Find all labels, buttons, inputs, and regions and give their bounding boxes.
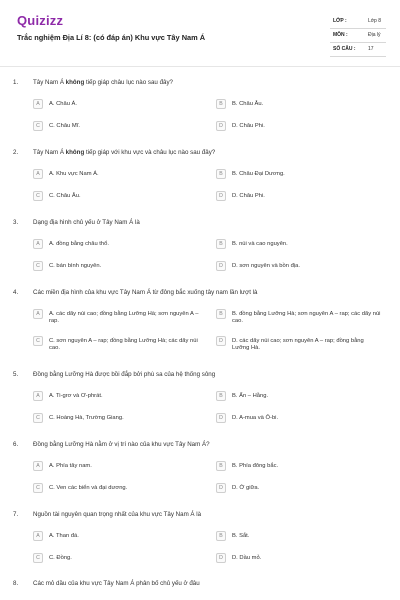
option-text: A. Ti-grơ và Ơ-phrát. — [49, 392, 103, 399]
option-letter-badge: D — [216, 413, 226, 423]
question-text-part: Nguồn tài nguyên quan trọng nhất của khu vực Tây Nam Á là — [33, 511, 202, 518]
answer-option-d[interactable] — [216, 261, 386, 271]
option-text: D. Dầu mỏ. — [232, 554, 262, 561]
question-text — [33, 441, 383, 448]
question-text — [33, 511, 383, 518]
question-text-part: Tây Nam Á — [33, 149, 66, 156]
answer-option-b[interactable] — [216, 461, 386, 471]
answer-option-c[interactable] — [33, 261, 203, 271]
answer-option-d[interactable] — [216, 483, 386, 493]
question-number: 2. — [13, 149, 19, 156]
option-letter-badge: A — [33, 239, 43, 249]
worksheet-header — [0, 0, 400, 66]
question-text-emphasis: không — [65, 149, 85, 156]
answer-option-b[interactable] — [216, 391, 386, 401]
answer-option-c[interactable] — [33, 553, 203, 563]
option-text: B. Châu Âu. — [232, 100, 264, 107]
answer-option-c[interactable] — [33, 121, 203, 131]
answer-option-a[interactable] — [33, 461, 203, 471]
worksheet-title: Trắc nghiệm Địa Lí 8: (có đáp án) Khu vực Tây Nam Á — [17, 33, 206, 42]
header-divider — [0, 66, 400, 67]
answer-option-d[interactable] — [216, 413, 386, 423]
question-number: 1. — [13, 79, 19, 86]
option-text: B. núi và cao nguyên. — [232, 240, 288, 247]
meta-subject-row — [330, 29, 386, 43]
option-letter-badge: D — [216, 553, 226, 563]
answer-option-b[interactable] — [216, 531, 386, 541]
answer-option-b[interactable] — [216, 239, 386, 249]
meta-grade-value: Lớp 8 — [368, 18, 382, 24]
option-letter-badge: C — [33, 191, 43, 201]
question-number: 6. — [13, 441, 19, 448]
answer-option-c[interactable] — [33, 336, 203, 354]
question-text — [33, 289, 383, 296]
option-letter-badge: B — [216, 391, 226, 401]
quizizz-logo[interactable]: Quizizz — [17, 13, 64, 28]
option-text: A. Khu vực Nam Á. — [49, 170, 99, 177]
option-text: C. Ven các biển và đại dương. — [49, 484, 128, 491]
option-text: B. Sắt. — [232, 532, 250, 539]
question-number: 4. — [13, 289, 19, 296]
question-text-part: Các mỏ dầu của khu vực Tây Nam Á phân bố chủ yếu ở đâu — [33, 580, 200, 587]
option-text: A. các dãy núi cao; đồng bằng Lưỡng Hà; sơn nguyên A – rap. — [49, 310, 199, 325]
meta-count-label: SỐ CÂU : — [333, 46, 356, 52]
option-letter-badge: C — [33, 261, 43, 271]
question-text-part: Các miền địa hình của khu vực Tây Nam Á từ đông bắc xuống tây nam lần lượt là — [33, 289, 258, 296]
answer-option-a[interactable] — [33, 239, 203, 249]
question-number: 3. — [13, 219, 19, 226]
meta-count-row — [330, 43, 386, 57]
option-text: D. các dãy núi cao; sơn nguyên A – rap; đồng bằng Lưỡng Hà. — [232, 337, 364, 352]
option-letter-badge: C — [33, 336, 43, 346]
answer-option-c[interactable] — [33, 483, 203, 493]
option-letter-badge: C — [33, 121, 43, 131]
option-letter-badge: B — [216, 169, 226, 179]
option-text: A. Châu Á. — [49, 100, 78, 107]
answer-option-a[interactable] — [33, 391, 203, 401]
meta-subject-value: Địa lý — [368, 32, 381, 38]
question-text — [33, 371, 383, 378]
option-text: C. Đồng. — [49, 554, 72, 561]
answer-option-a[interactable] — [33, 99, 203, 109]
answer-option-b[interactable] — [216, 309, 386, 327]
option-text: C. Hoàng Hà, Trường Giang. — [49, 414, 124, 421]
option-text: C. sơn nguyên A – rap; đồng bằng Lưỡng Hà; các dãy núi cao. — [49, 337, 198, 352]
meta-grade-label: LỚP : — [333, 18, 347, 24]
option-text: D. Châu Phi. — [232, 122, 265, 129]
option-letter-badge: D — [216, 336, 226, 346]
worksheet-meta — [330, 15, 386, 57]
option-letter-badge: B — [216, 239, 226, 249]
question-text-part: tiếp giáp châu lục nào sau đây? — [84, 79, 173, 86]
meta-grade-row — [330, 15, 386, 29]
answer-option-b[interactable] — [216, 99, 386, 109]
question-text-emphasis: không — [65, 79, 85, 86]
question-text-part: tiếp giáp với khu vực và châu lục nào sau đây? — [84, 149, 216, 156]
option-letter-badge: C — [33, 553, 43, 563]
option-letter-badge: D — [216, 483, 226, 493]
answer-option-a[interactable] — [33, 531, 203, 541]
option-letter-badge: D — [216, 121, 226, 131]
answer-option-a[interactable] — [33, 169, 203, 179]
option-letter-badge: A — [33, 169, 43, 179]
option-letter-badge: B — [216, 309, 226, 319]
question-text-part: Tây Nam Á — [33, 79, 66, 86]
answer-option-d[interactable] — [216, 191, 386, 201]
answer-option-d[interactable] — [216, 121, 386, 131]
answer-option-c[interactable] — [33, 413, 203, 423]
option-letter-badge: D — [216, 261, 226, 271]
option-letter-badge: B — [216, 99, 226, 109]
option-letter-badge: C — [33, 483, 43, 493]
answer-option-b[interactable] — [216, 169, 386, 179]
option-text: D. Châu Phi. — [232, 192, 265, 199]
option-letter-badge: A — [33, 309, 43, 319]
answer-option-d[interactable] — [216, 553, 386, 563]
option-letter-badge: A — [33, 531, 43, 541]
option-text: D. Ở giữa. — [232, 484, 260, 491]
answer-option-c[interactable] — [33, 191, 203, 201]
option-text: D. sơn nguyên và bồn địa. — [232, 262, 300, 269]
option-text: A. đồng bằng châu thổ. — [49, 240, 109, 247]
option-text: A. Phía tây nam. — [49, 462, 92, 469]
option-letter-badge: A — [33, 99, 43, 109]
question-text-part: Đồng bằng Lưỡng Hà nằm ở vị trí nào của khu vực Tây Nam Á? — [33, 441, 210, 448]
option-letter-badge: A — [33, 461, 43, 471]
option-text: B. Châu Đại Dương. — [232, 170, 285, 177]
option-text: B. đồng bằng Lưỡng Hà; sơn nguyên A – rap; các dãy núi cao. — [232, 310, 381, 325]
option-text: C. bán bình nguyên. — [49, 262, 102, 269]
option-text: D. A-mua và Ô-bi. — [232, 414, 279, 421]
question-number: 8. — [13, 580, 19, 587]
question-text — [33, 79, 383, 86]
option-letter-badge: A — [33, 391, 43, 401]
option-letter-badge: C — [33, 413, 43, 423]
question-text — [33, 149, 383, 156]
meta-count-value: 17 — [368, 46, 374, 52]
option-text: B. Phía đông bắc. — [232, 462, 279, 469]
answer-option-a[interactable] — [33, 309, 203, 327]
question-number: 5. — [13, 371, 19, 378]
question-text — [33, 580, 383, 587]
option-text: C. Châu Âu. — [49, 192, 81, 199]
option-text: B. Ấn – Hằng. — [232, 392, 269, 399]
question-text-part: Đồng bằng Lưỡng Hà được bồi đắp bởi phù sa của hệ thống sông — [33, 371, 216, 378]
option-text: A. Than đá. — [49, 532, 79, 539]
option-letter-badge: D — [216, 191, 226, 201]
option-text: C. Châu Mĩ. — [49, 122, 80, 129]
answer-option-d[interactable] — [216, 336, 386, 354]
question-text — [33, 219, 383, 226]
meta-subject-label: MÔN : — [333, 32, 348, 38]
option-letter-badge: B — [216, 531, 226, 541]
question-number: 7. — [13, 511, 19, 518]
option-letter-badge: B — [216, 461, 226, 471]
question-text-part: Dạng địa hình chủ yếu ở Tây Nam Á là — [33, 219, 140, 226]
